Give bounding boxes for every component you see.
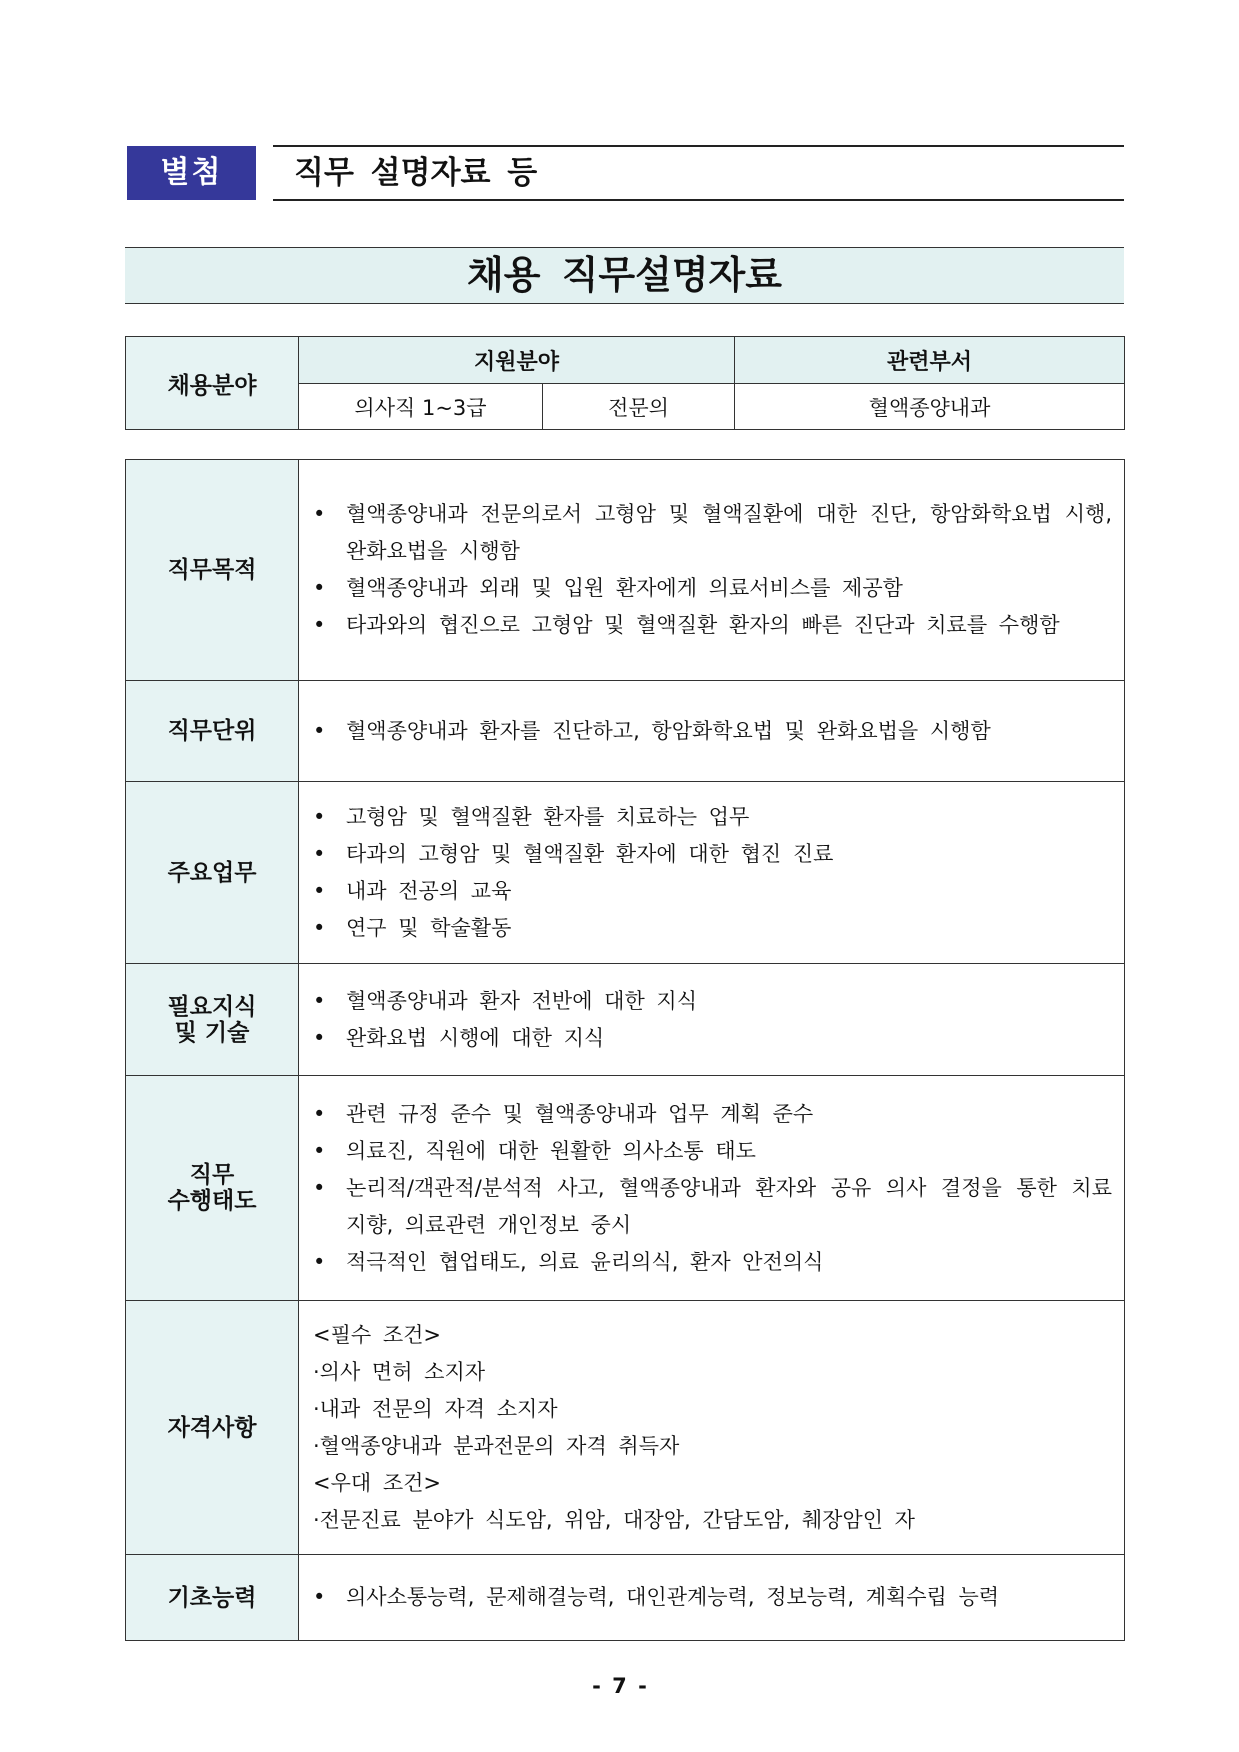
list-item: • 관련 규정 준수 및 혈액종양내과 업무 계획 준수 <box>299 1096 1112 1133</box>
list-item: • 논리적/객관적/분석적 사고, 혈액종양내과 환자와 공유 의사 결정을 통한 치료 지향, 의료관련 개인정보 중시 <box>299 1170 1112 1244</box>
row-label-line: 직무목적 <box>167 557 257 583</box>
row-label-line: 자격사항 <box>167 1414 257 1441</box>
required-knowledge-row <box>126 964 1125 1076</box>
basic-competency-content <box>299 1555 1125 1641</box>
job-purpose-row <box>126 460 1125 681</box>
attachment-tag-label: 별첨 <box>160 155 223 190</box>
department-cell: 혈액종양내과 <box>735 384 1125 430</box>
job-purpose-content <box>299 460 1125 681</box>
qualifications-row <box>126 1301 1125 1555</box>
list-item: • 혈액종양내과 외래 및 입원 환자에게 의료서비스를 제공함 <box>299 570 1112 607</box>
position-grade-cell: 의사직 1~3급 <box>299 384 543 430</box>
qualifications-label <box>126 1301 299 1555</box>
qualification-item: ·의사 면허 소지자 <box>313 1359 486 1384</box>
main-tasks-content <box>299 782 1125 964</box>
field-table-header-row <box>126 337 1125 384</box>
list-item: • 혈액종양내과 환자를 진단하고, 항암화학요법 및 완화요법을 시행함 <box>299 713 1112 750</box>
job-unit-label <box>126 681 299 782</box>
section-title-bar <box>273 145 1124 201</box>
row-label-line: 직무 <box>189 1162 235 1188</box>
required-knowledge-content <box>299 964 1125 1076</box>
row-label-line: 주요업무 <box>167 859 257 886</box>
bullet-list <box>299 713 1112 750</box>
list-item: • 혈액종양내과 전문의로서 고형암 및 혈액질환에 대한 진단, 항암화학요법 시행, 완화요법을 시행함 <box>299 496 1112 570</box>
job-description-table <box>125 459 1125 1641</box>
qualifications-content <box>299 1301 1125 1555</box>
applied-field-header: 지원분야 <box>299 337 735 384</box>
main-tasks-label <box>126 782 299 964</box>
document-banner <box>125 247 1124 304</box>
basic-competency-label <box>126 1555 299 1641</box>
list-item: • 타과와의 협진으로 고형암 및 혈액질환 환자의 빠른 진단과 치료를 수행함 <box>299 607 1112 644</box>
basic-competency-row <box>126 1555 1125 1641</box>
related-department-header: 관련부서 <box>735 337 1125 384</box>
list-item: • 혈액종양내과 환자 전반에 대한 지식 <box>299 983 1112 1020</box>
job-unit-content <box>299 681 1125 782</box>
list-item: • 의료진, 직원에 대한 원활한 의사소통 태도 <box>299 1133 1112 1170</box>
job-attitude-content <box>299 1076 1125 1301</box>
preferred-conditions-heading: <우대 조건> <box>313 1470 442 1495</box>
qualification-item: ·혈액종양내과 분과전문의 자격 취득자 <box>313 1433 680 1458</box>
qualification-item: ·내과 전문의 자격 소지자 <box>313 1396 558 1421</box>
recruitment-field-table <box>125 336 1125 430</box>
row-label-line: 기초능력 <box>167 1584 257 1611</box>
section-title: 직무 설명자료 등 <box>294 155 538 191</box>
document-title: 채용 직무설명자료 <box>467 253 782 297</box>
row-label-line: 및 기술 <box>174 1019 250 1046</box>
list-item: • 의사소통능력, 문제해결능력, 대인관계능력, 정보능력, 계획수립 능력 <box>299 1579 1112 1616</box>
bullet-list <box>299 1579 1112 1616</box>
list-item: • 연구 및 학술활동 <box>299 910 1112 947</box>
page-number: - 7 - <box>592 1674 647 1698</box>
row-label-line: 수행태도 <box>167 1188 257 1214</box>
qualification-item: ·전문진료 분야가 식도암, 위암, 대장암, 간담도암, 췌장암인 자 <box>313 1507 915 1532</box>
job-unit-row <box>126 681 1125 782</box>
required-knowledge-label <box>126 964 299 1076</box>
list-item: • 완화요법 시행에 대한 지식 <box>299 1020 1112 1057</box>
bullet-list <box>299 799 1112 947</box>
list-item: • 타과의 고형암 및 혈액질환 환자에 대한 협진 진료 <box>299 836 1112 873</box>
row-label-line: 직무단위 <box>167 718 257 744</box>
main-tasks-row <box>126 782 1125 964</box>
bullet-list <box>299 1096 1112 1281</box>
row-label-line: 필요지식 <box>167 993 257 1020</box>
job-attitude-row <box>126 1076 1125 1301</box>
attachment-tag <box>127 146 256 200</box>
job-purpose-label <box>126 460 299 681</box>
list-item: • 적극적인 협업태도, 의료 윤리의식, 환자 안전의식 <box>299 1244 1112 1281</box>
job-attitude-label <box>126 1076 299 1301</box>
list-item: • 고형암 및 혈액질환 환자를 치료하는 업무 <box>299 799 1112 836</box>
recruitment-field-label: 채용분야 <box>126 337 299 430</box>
specialty-cell: 전문의 <box>543 384 735 430</box>
bullet-list <box>299 983 1112 1057</box>
required-conditions-heading: <필수 조건> <box>313 1322 442 1347</box>
list-item: • 내과 전공의 교육 <box>299 873 1112 910</box>
bullet-list <box>299 496 1112 644</box>
